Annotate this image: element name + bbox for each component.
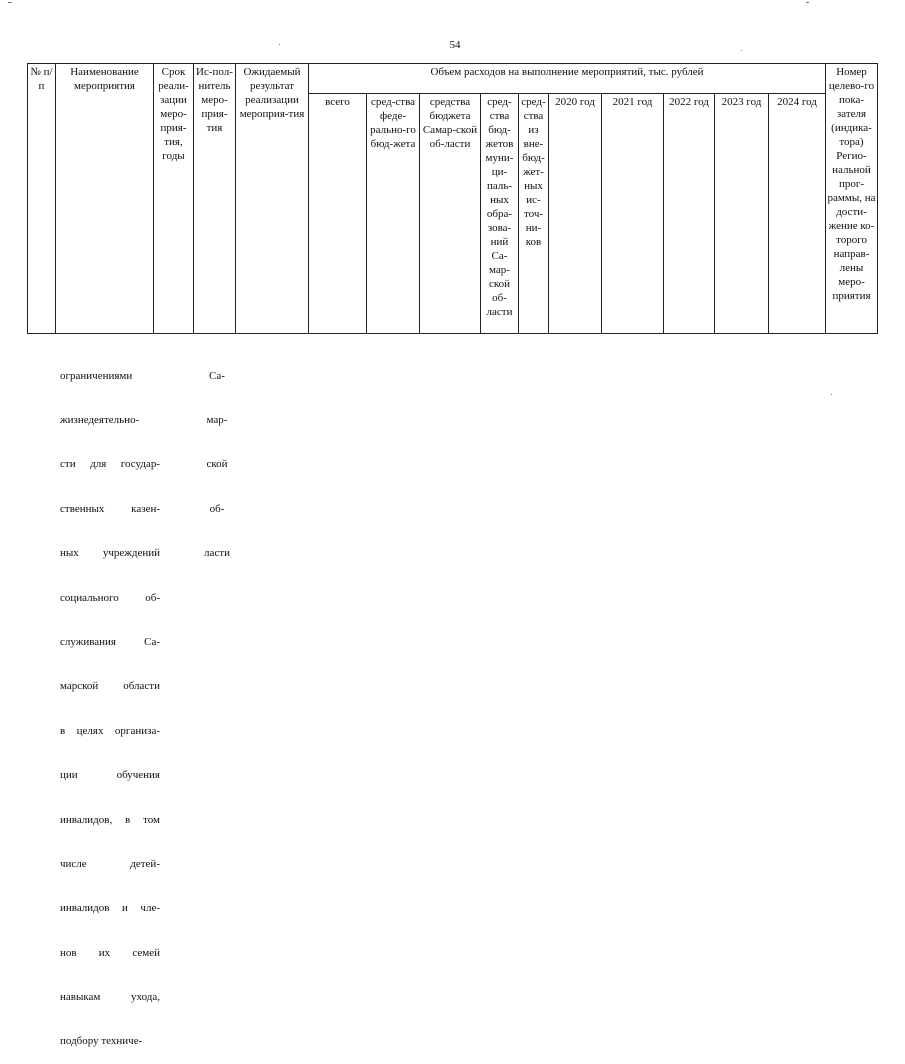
col-header-term: Срок реали-зации меро-прия-тия, годы	[154, 64, 194, 334]
scan-artifact	[831, 394, 832, 395]
name-line: сти для государ-	[60, 458, 160, 471]
col-header-number: № п/п	[28, 64, 56, 334]
subcol-year-2024: 2024 год	[769, 94, 826, 334]
scan-artifact	[279, 44, 280, 45]
executor-line: об-	[209, 502, 225, 515]
name-line: социального об-	[60, 591, 160, 604]
subcol-year-2020: 2020 год	[549, 94, 602, 334]
page-number: 54	[449, 39, 461, 51]
executor-line: Са-	[209, 369, 225, 382]
subcol-extrabudgetary: сред-ства из вне-бюд-жет-ных ис-точ-ни-ков	[519, 94, 549, 334]
name-line: навыкам ухода,	[60, 991, 160, 1004]
name-line: в целях организа-	[60, 724, 160, 737]
name-line: ных учреждений	[60, 547, 160, 560]
col-header-result: Ожидаемый результат реализации мероприя-тия	[236, 64, 309, 334]
name-line: ции обучения	[60, 769, 160, 782]
col-header-volume: Объем расходов на выполнение мероприятий, тыс. рублей	[309, 64, 826, 94]
subcol-regional: средства бюджета Самар-ской об-ласти	[420, 94, 481, 334]
name-line: ственных казен-	[60, 502, 160, 515]
executor-line: ской	[206, 458, 228, 471]
name-line: служивания Са-	[60, 635, 160, 648]
continuation-executor-text	[196, 339, 238, 576]
continuation-name-text	[60, 339, 160, 1064]
scan-artifact	[806, 2, 809, 3]
scan-artifact	[741, 50, 742, 51]
subcol-total: всего	[309, 94, 367, 334]
name-line: подбору техниче-	[60, 1035, 143, 1048]
executor-line: ласти	[204, 547, 230, 560]
col-header-name: Наименование мероприятия	[56, 64, 154, 334]
name-line: жизнедеятельно-	[60, 413, 140, 426]
name-line: нов их семей	[60, 946, 160, 959]
subcol-year-2023: 2023 год	[715, 94, 769, 334]
name-line: инвалидов, в том	[60, 813, 160, 826]
col-header-indicator: Номер целево-го пока-зателя (индика-тора) Регио-нальной прог-раммы, на дости-жение ко-торого направ-лены меро-приятия	[826, 64, 878, 334]
col-header-executor: Ис-пол-нитель меро-прия-тия	[194, 64, 236, 334]
subcol-year-2021: 2021 год	[602, 94, 664, 334]
expenses-table-header	[27, 63, 878, 334]
name-line: марской области	[60, 680, 160, 693]
subcol-municipal: сред-ства бюд-жетов муни-ци-паль-ных обра-зова-ний Са-мар-ской об-ласти	[481, 94, 519, 334]
subcol-federal: сред-ства феде-рально-го бюд-жета	[367, 94, 420, 334]
name-line: числе детей-	[60, 857, 160, 870]
name-line: ограничениями	[60, 369, 133, 382]
subcol-year-2022: 2022 год	[664, 94, 715, 334]
scan-artifact	[8, 2, 12, 3]
name-line: инвалидов и чле-	[60, 902, 160, 915]
executor-line: мар-	[206, 413, 228, 426]
